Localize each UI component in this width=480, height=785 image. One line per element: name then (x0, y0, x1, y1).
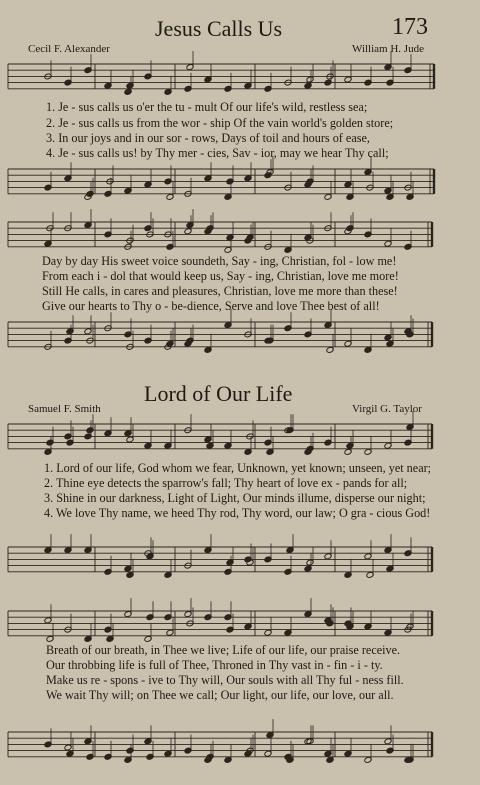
lyricist-credit: Samuel F. Smith (28, 403, 101, 415)
verse-line: 1. Je - sus calls us o'er the tu - mult Of our life's wild, restless sea; (46, 100, 368, 114)
verse-line: We wait Thy will; on Thee we call; Our light, our life, our love, our all. (46, 688, 394, 702)
verse-line: 1. Lord of our life, God whom we fear, Unknown, yet known; unseen, yet near; (44, 461, 432, 475)
verse-line: Our throbbing life is full of Thee, Throned in Thy vast in - fin - i - ty. (46, 658, 383, 672)
hymn-title: Lord of Our Life (144, 381, 293, 406)
music-staff-bass (0, 726, 480, 766)
music-staff-treble (0, 216, 480, 256)
verse-line: From each i - dol that would keep us, Say - ing, Christian, love me more! (42, 269, 399, 283)
page-number: 173 (392, 14, 428, 40)
verse-line: Breath of our breath, in Thee we live; Life of our life, our praise receive. (46, 643, 401, 657)
music-staff-bass (0, 316, 480, 356)
lyricist-credit: Cecil F. Alexander (28, 43, 110, 55)
composer-credit: Virgil G. Taylor (352, 403, 422, 415)
verse-line: Make us re - spons - ive to Thy will, Our souls with all Thy ful - ness fill. (46, 673, 404, 687)
verse-line: 2. Thine eye detects the sparrow's fall; Thy heart of love ex - pands for all; (44, 476, 408, 490)
music-staff-treble (0, 58, 480, 98)
verse-line: 2. Je - sus calls us from the wor - ship Of the vain world's golden store; (46, 116, 394, 130)
music-staff-bass (0, 163, 480, 203)
verse-line: Give our hearts to Thy o - be-dience, Serve and love Thee best of all! (42, 299, 380, 313)
verse-line: 3. Shine in our darkness, Light of Light, Our minds illume, disperse our night; (44, 491, 426, 505)
hymn-title: Jesus Calls Us (155, 16, 283, 41)
music-staff-treble (0, 418, 480, 458)
verse-line: 3. In our joys and in our sor - rows, Days of toil and hours of ease, (46, 131, 370, 145)
verse-line: 4. Je - sus calls us! by Thy mer - cies, Sav - ior, may we hear Thy call; (46, 146, 389, 160)
music-staff-treble (0, 605, 480, 645)
composer-credit: William H. Jude (352, 43, 424, 55)
verse-line: 4. We love Thy name, we heed Thy rod, Thy word, our law; O gra - cious God! (44, 506, 431, 520)
verse-line: Still He calls, in cares and pleasures, Christian, love me more than these! (42, 284, 398, 298)
music-staff-bass (0, 541, 480, 581)
verse-line: Day by day His sweet voice soundeth, Say - ing, Christian, fol - low me! (42, 254, 397, 268)
